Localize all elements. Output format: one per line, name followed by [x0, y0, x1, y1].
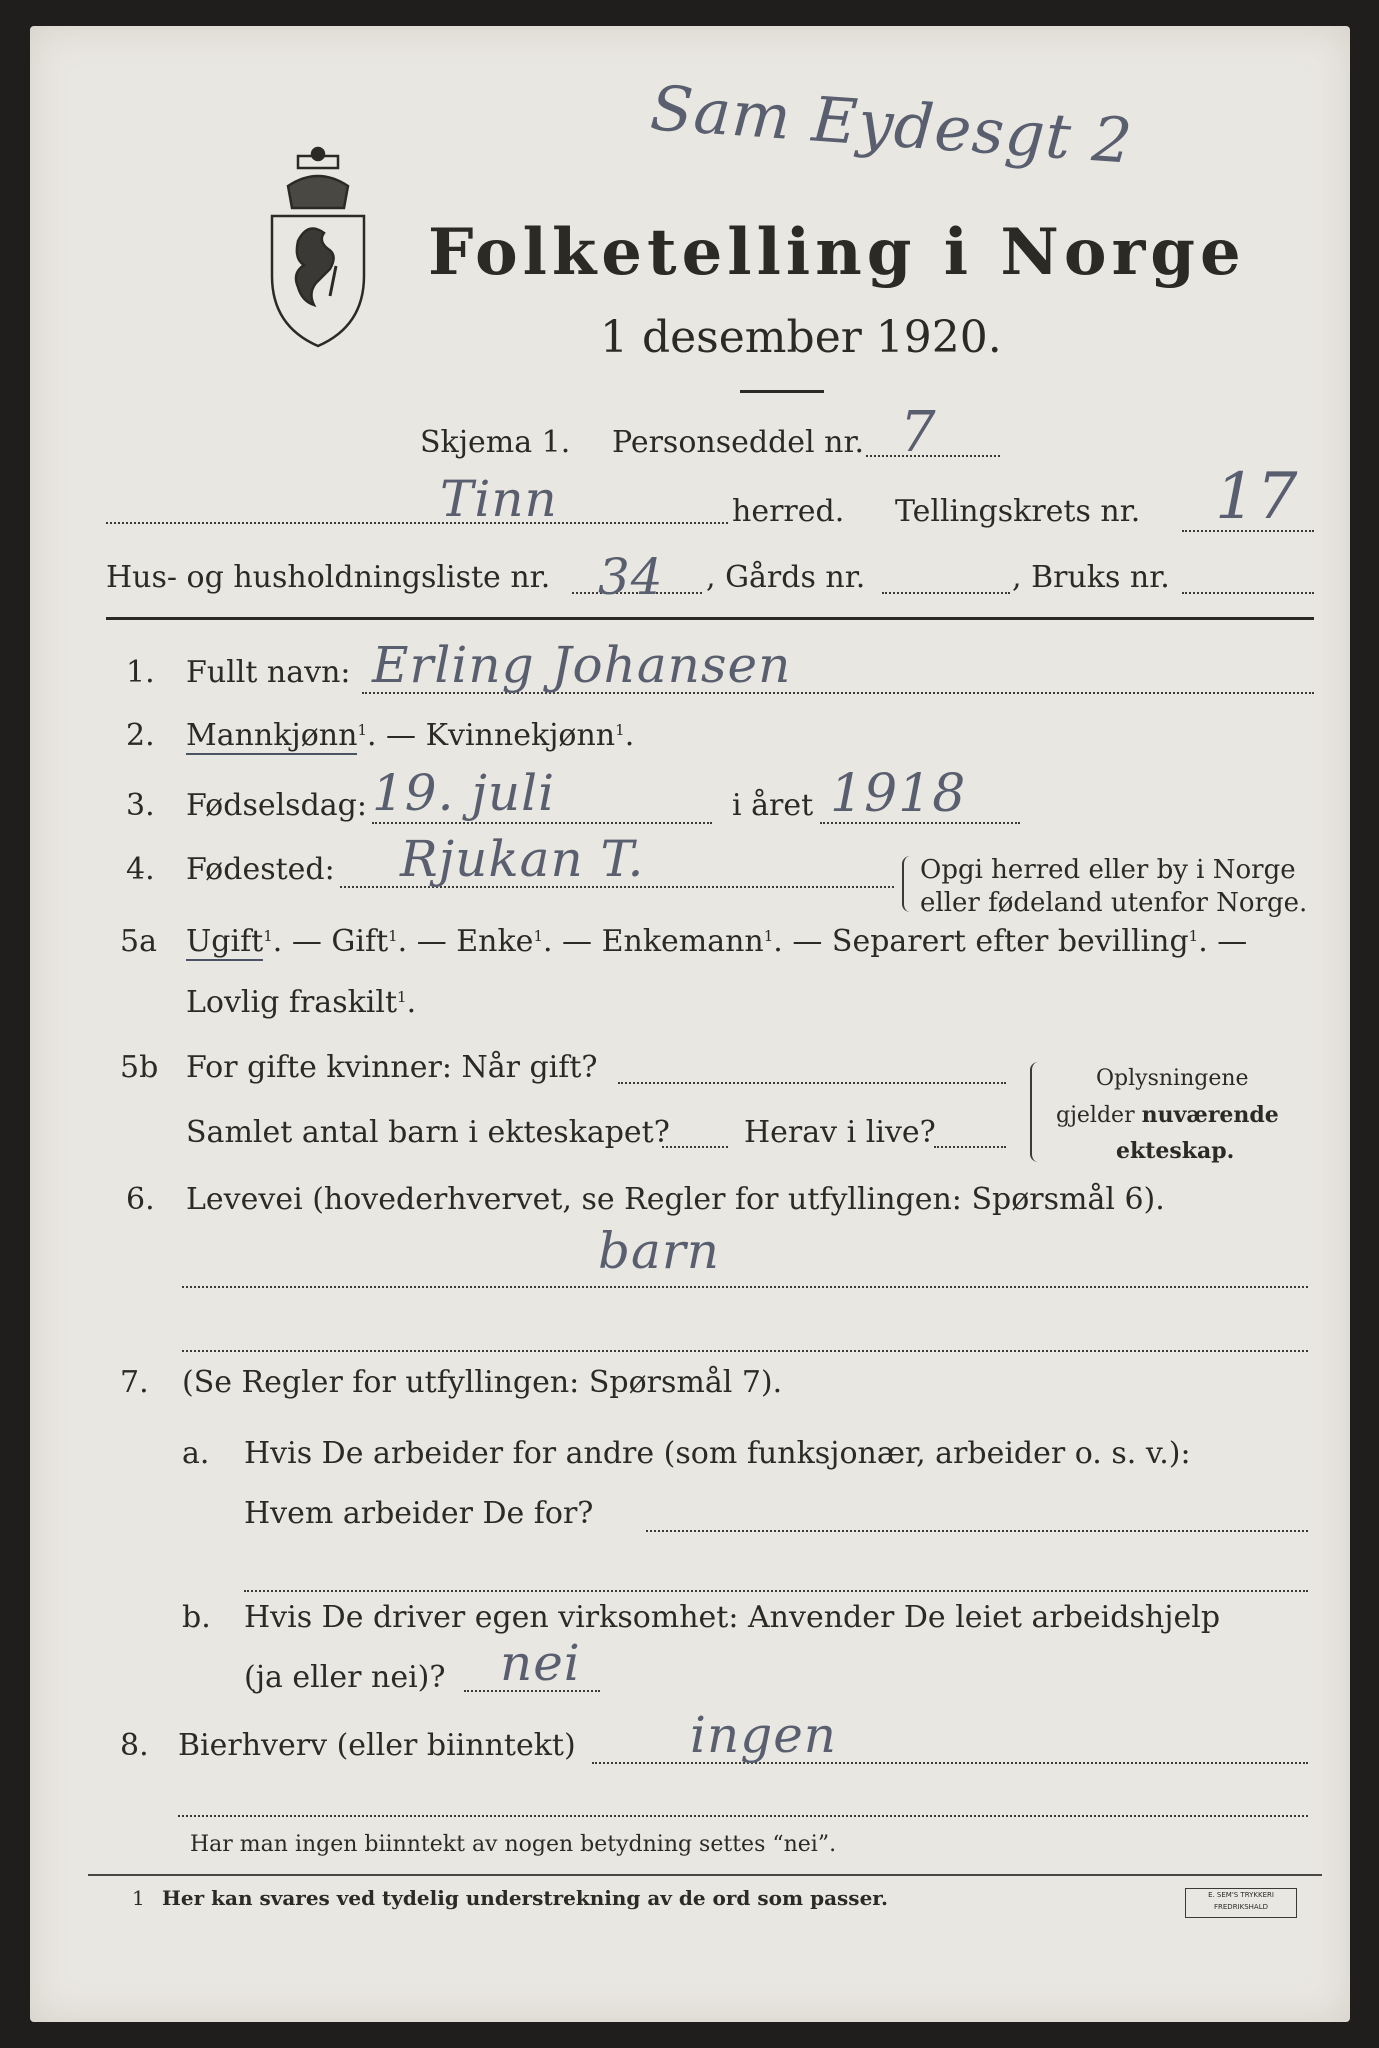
q5b-note-3: ekteskap.: [1116, 1138, 1235, 1164]
hus-label: Hus- og husholdningsliste nr.: [106, 560, 551, 595]
q3-line: [372, 822, 712, 824]
footer-divider: [88, 1874, 1322, 1876]
q2-text: Mannkjønn$^1$. — Kvinnekjønn$^1$.: [186, 718, 635, 753]
tellingskrets-label: Tellingskrets nr.: [895, 494, 1141, 529]
q4-note-2: eller fødeland utenfor Norge.: [920, 888, 1308, 918]
q7a-letter: a.: [182, 1436, 210, 1471]
q3-value: 19. juli: [372, 764, 556, 822]
q3-year-label: i året: [732, 788, 814, 823]
footnote-mark: 1: [132, 1886, 145, 1910]
q1-number: 1.: [126, 655, 155, 690]
census-date: 1 desember 1920.: [600, 312, 1002, 363]
q1-value: Erling Johansen: [372, 636, 792, 694]
q5b-line-3: [934, 1146, 1006, 1148]
q8-number: 8.: [120, 1728, 149, 1763]
q5b-line-1: [618, 1082, 1006, 1084]
q4-number: 4.: [126, 852, 155, 887]
q7-number: 7.: [120, 1365, 149, 1400]
q8-value: ingen: [690, 1706, 837, 1764]
q6-label: Levevei (hovederhvervet, se Regler for utfyllingen: Spørsmål 6).: [186, 1182, 1165, 1217]
q5b-note-2: gjelder nuværende: [1056, 1102, 1279, 1128]
q5a-enke-option: . — Enke: [397, 924, 534, 959]
title-divider: [740, 390, 824, 393]
q7b-text: Hvis De driver egen virksomhet: Anvender De leiet arbeidshjelp: [244, 1600, 1221, 1635]
q6-line-2: [182, 1350, 1308, 1352]
q7b-value: nei: [500, 1634, 581, 1692]
q7a-line-2: [244, 1590, 1308, 1592]
q5b-line-2: [662, 1146, 728, 1148]
q7a-question: Hvem arbeider De for?: [244, 1496, 594, 1531]
q7a-line-1: [646, 1530, 1308, 1532]
q8-line-2: [178, 1815, 1308, 1817]
q5b-label-1: For gifte kvinner: Når gift?: [186, 1050, 598, 1085]
q2-male-option: Mannkjønn: [186, 718, 358, 753]
q1-label: Fullt navn:: [186, 655, 351, 690]
q7b-question: (ja eller nei)?: [244, 1660, 446, 1695]
footer-note: Har man ingen biinntekt av nogen betydning settes “nei”.: [190, 1832, 837, 1857]
tellingskrets-value: 17: [1215, 460, 1299, 534]
q6-value: barn: [598, 1222, 720, 1280]
q7a-text: Hvis De arbeider for andre (som funksjonær, arbeider o. s. v.):: [244, 1436, 1191, 1471]
q7b-letter: b.: [182, 1600, 211, 1635]
q2-number: 2.: [126, 718, 155, 753]
herred-value: Tinn: [440, 470, 558, 528]
q5b-label-3: Herav i live?: [744, 1115, 936, 1150]
q5b-note-1: Oplysningene: [1096, 1066, 1249, 1091]
q5b-label-2: Samlet antal barn i ekteskapet?: [186, 1115, 670, 1150]
q8-label: Bierhverv (eller biinntekt): [178, 1728, 576, 1763]
coat-of-arms-icon: [258, 146, 378, 352]
q4-note-1: Opgi herred eller by i Norge: [920, 855, 1296, 885]
herred-label: herred.: [732, 494, 845, 529]
personseddel-value: 7: [900, 400, 937, 465]
bruks-line: [1182, 592, 1314, 594]
q4-label: Fødested:: [186, 852, 335, 887]
q5a-enkemann-option: . — Enkemann: [542, 924, 764, 959]
gards-label: , Gårds nr.: [706, 560, 866, 595]
q5a-ugift-option: Ugift: [186, 924, 264, 959]
form-title: Folketelling i Norge: [428, 215, 1246, 290]
herred-line: [106, 522, 728, 524]
gards-line: [882, 592, 1010, 594]
skjema-label: Skjema 1.: [420, 425, 571, 460]
header-divider: [106, 617, 1314, 620]
q5a-separert-option: . — Separert efter bevilling: [773, 924, 1189, 959]
q3-number: 3.: [126, 788, 155, 823]
q2-female-option: Kvinnekjønn: [425, 718, 616, 753]
q5a-options: Ugift$^1$. — Gift$^1$. — Enke$^1$. — Enkemann$^1$. — Separert efter bevilling$^1$. —: [186, 924, 1248, 959]
q5b-number: 5b: [120, 1050, 159, 1085]
printer-stamp: E. SEM'S TRYKKERI FREDRIKSHALD: [1185, 1888, 1297, 1918]
q6-line-1: [182, 1286, 1308, 1288]
hus-value: 34: [598, 548, 664, 606]
q3-year-value: 1918: [830, 764, 967, 824]
personseddel-label: Personseddel nr.: [612, 425, 865, 460]
q7-label: (Se Regler for utfyllingen: Spørsmål 7).: [182, 1365, 783, 1400]
q5b-note-brace: [1030, 1062, 1042, 1162]
q5a-fraskilt-option: Lovlig fraskilt$^1$.: [186, 985, 417, 1020]
handwritten-address: Sam Eydesgt 2: [648, 71, 1136, 178]
q6-number: 6.: [126, 1182, 155, 1217]
q4-note-brace: [902, 856, 912, 912]
q4-value: Rjukan T.: [400, 830, 645, 888]
q5a-number: 5a: [120, 924, 157, 959]
footnote-text: Her kan svares ved tydelig understrekning av de ord som passer.: [162, 1886, 888, 1910]
q3-label: Fødselsdag:: [186, 788, 367, 823]
q5a-gift-option: . — Gift: [272, 924, 389, 959]
bruks-label: , Bruks nr.: [1012, 560, 1170, 595]
